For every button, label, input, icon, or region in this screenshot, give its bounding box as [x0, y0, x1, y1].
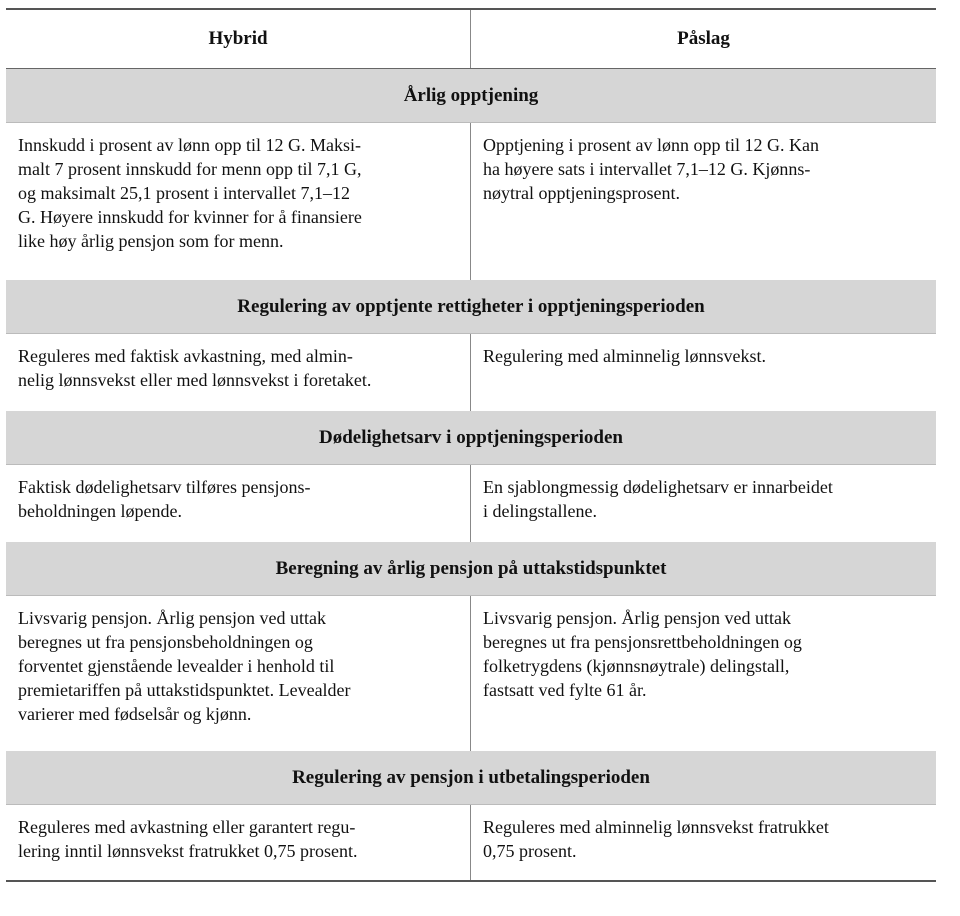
comparison-table [6, 8, 936, 882]
section-title: Regulering av pensjon i utbetalingsperioden [6, 751, 936, 805]
paslag-cell: Livsvarig pensjon. Årlig pensjon ved uttak beregnes ut fra pensjonsrettbeholdningen og folketrygdens (kjønnsnøytrale) delingstall, fastsatt ved fylte 61 år. [483, 608, 802, 700]
table-row [6, 596, 936, 751]
table-row [6, 465, 936, 542]
section-title: Beregning av årlig pensjon på uttakstidspunktet [6, 542, 936, 596]
hybrid-cell: Innskudd i prosent av lønn opp til 12 G. Maksi- malt 7 prosent innskudd for menn opp til 7,1 G, og maksimalt 25,1 prosent i intervallet 7,1–12 G. Høyere innskudd for kvinner for å finansiere like høy årlig pensjon som for menn. [6, 123, 471, 280]
hybrid-cell: Faktisk dødelighetsarv tilføres pensjons- beholdningen løpende. [6, 465, 471, 542]
paslag-cell: Opptjening i prosent av lønn opp til 12 G. Kan ha høyere sats i intervallet 7,1–12 G. Kjønns- nøytral opptjeningsprosent. [483, 135, 819, 203]
hybrid-cell: Reguleres med avkastning eller garantert regu- lering inntil lønnsvekst fratrukket 0,75 prosent. [6, 805, 471, 880]
header-hybrid: Hybrid [6, 10, 471, 68]
table-row [6, 334, 936, 411]
section-title: Årlig opptjening [6, 69, 936, 123]
paslag-cell: Reguleres med alminnelig lønnsvekst fratrukket 0,75 prosent. [483, 817, 829, 861]
header-paslag: Påslag [677, 28, 730, 49]
paslag-cell: En sjablongmessig dødelighetsarv er innarbeidet i delingstallene. [483, 477, 833, 521]
paslag-cell: Regulering med alminnelig lønnsvekst. [483, 346, 766, 366]
section-title: Dødelighetsarv i opptjeningsperioden [6, 411, 936, 465]
table-row [6, 805, 936, 880]
table-header [6, 10, 936, 69]
hybrid-cell: Reguleres med faktisk avkastning, med almin- nelig lønnsvekst eller med lønnsvekst i foretaket. [6, 334, 471, 411]
section-title: Regulering av opptjente rettigheter i opptjeningsperioden [6, 280, 936, 334]
hybrid-cell: Livsvarig pensjon. Årlig pensjon ved uttak beregnes ut fra pensjonsbeholdningen og forventet gjenstående levealder i henhold til premietariffen på uttakstidspunktet. Levealder varierer med fødselsår og kjønn. [6, 596, 471, 751]
table-row [6, 123, 936, 280]
